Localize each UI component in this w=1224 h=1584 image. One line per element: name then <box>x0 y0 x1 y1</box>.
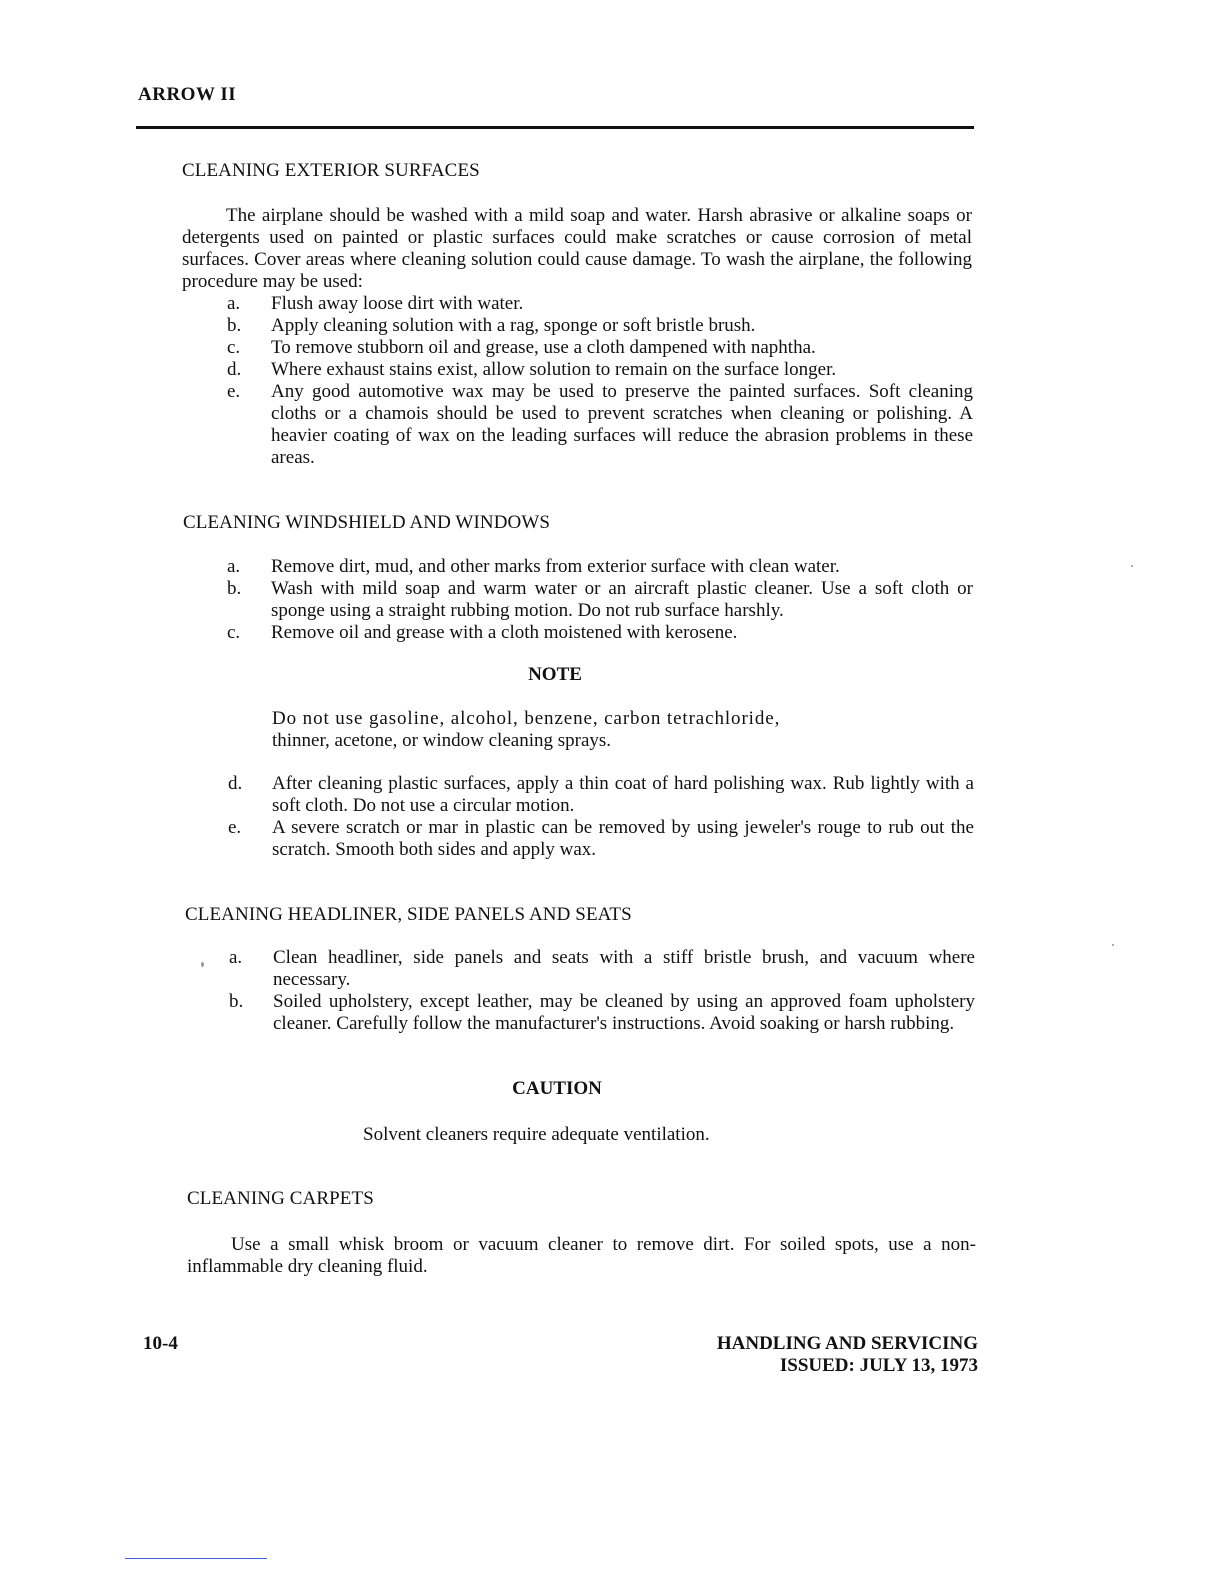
section-heading-headliner: CLEANING HEADLINER, SIDE PANELS AND SEATS <box>185 904 632 925</box>
list-text: Flush away loose dirt with water. <box>271 293 524 314</box>
carpets-paragraph: Use a small whisk broom or vacuum cleaner to remove dirt. For soiled spots, use a non-inflammable dry cleaning fluid. <box>187 1234 976 1277</box>
list-letter: a. <box>227 293 241 314</box>
scan-speck <box>1112 944 1114 946</box>
note-text-line-1: Do not use gasoline, alcohol, benzene, carbon tetrachloride, <box>272 708 781 729</box>
list-letter: c. <box>227 337 241 358</box>
list-letter: e. <box>228 817 242 838</box>
section-heading-windshield: CLEANING WINDSHIELD AND WINDOWS <box>183 512 551 533</box>
list-letter: b. <box>229 991 244 1012</box>
list-text: Remove oil and grease with a cloth moistened with kerosene. <box>271 622 738 643</box>
document-title: ARROW II <box>138 84 237 105</box>
footer-section-name: HANDLING AND SERVICING <box>716 1333 978 1354</box>
caution-title: CAUTION <box>512 1078 602 1099</box>
section-heading-carpets: CLEANING CARPETS <box>187 1188 374 1209</box>
list-letter: a. <box>229 947 243 968</box>
footer-issued-date: ISSUED: JULY 13, 1973 <box>779 1355 978 1376</box>
list-letter: d. <box>228 773 243 794</box>
caution-text: Solvent cleaners require adequate ventilation. <box>363 1124 710 1145</box>
list-text: Wash with mild soap and warm water or an aircraft plastic cleaner. Use a soft cloth or sponge using a straight rubbing motion. Do not rub surface harshly. <box>271 578 973 621</box>
scan-speck <box>1131 565 1133 567</box>
section-heading-exterior: CLEANING EXTERIOR SURFACES <box>182 160 480 181</box>
exterior-intro-paragraph: The airplane should be washed with a mild soap and water. Harsh abrasive or alkaline soaps or detergents used on painted or plastic surfaces could make scratches or cause corrosion of metal surfaces. Cover areas where cleaning solution could cause damage. To wash the airplane, the following procedure may be used: <box>182 205 972 292</box>
list-letter: a. <box>227 556 241 577</box>
list-text: Apply cleaning solution with a rag, sponge or soft bristle brush. <box>271 315 756 336</box>
footer-section-info <box>600 1333 978 1377</box>
page-number: 10-4 <box>143 1333 178 1354</box>
list-text: Remove dirt, mud, and other marks from exterior surface with clean water. <box>271 556 840 577</box>
list-letter: b. <box>227 578 242 599</box>
list-letter: b. <box>227 315 242 336</box>
list-text: Soiled upholstery, except leather, may be cleaned by using an approved foam upholstery cleaner. Carefully follow the manufacturer's instructions. Avoid soaking or harsh rubbing. <box>273 991 975 1034</box>
list-letter: d. <box>227 359 242 380</box>
note-text-line-2: thinner, acetone, or window cleaning sprays. <box>272 730 612 751</box>
list-text: Where exhaust stains exist, allow solution to remain on the surface longer. <box>271 359 837 380</box>
note-title: NOTE <box>528 664 582 685</box>
header-divider <box>136 126 974 129</box>
list-letter: c. <box>227 622 241 643</box>
list-text: To remove stubborn oil and grease, use a cloth dampened with naphtha. <box>271 337 816 358</box>
list-text: Any good automotive wax may be used to preserve the painted surfaces. Soft cleaning cloths or a chamois should be used to prevent scratches when cleaning or polishing. A heavier coating of wax on the leading surfaces will reduce the abrasion problems in these areas. <box>271 381 973 468</box>
list-text: Clean headliner, side panels and seats with a stiff bristle brush, and vacuum where necessary. <box>273 947 975 990</box>
list-text: A severe scratch or mar in plastic can be removed by using jeweler's rouge to rub out the scratch. Smooth both sides and apply wax. <box>272 817 974 860</box>
scan-speck <box>201 962 204 967</box>
scan-edge-line <box>125 1558 267 1559</box>
list-text: After cleaning plastic surfaces, apply a thin coat of hard polishing wax. Rub lightly with a soft cloth. Do not use a circular motion. <box>272 773 974 816</box>
list-letter: e. <box>227 381 241 402</box>
